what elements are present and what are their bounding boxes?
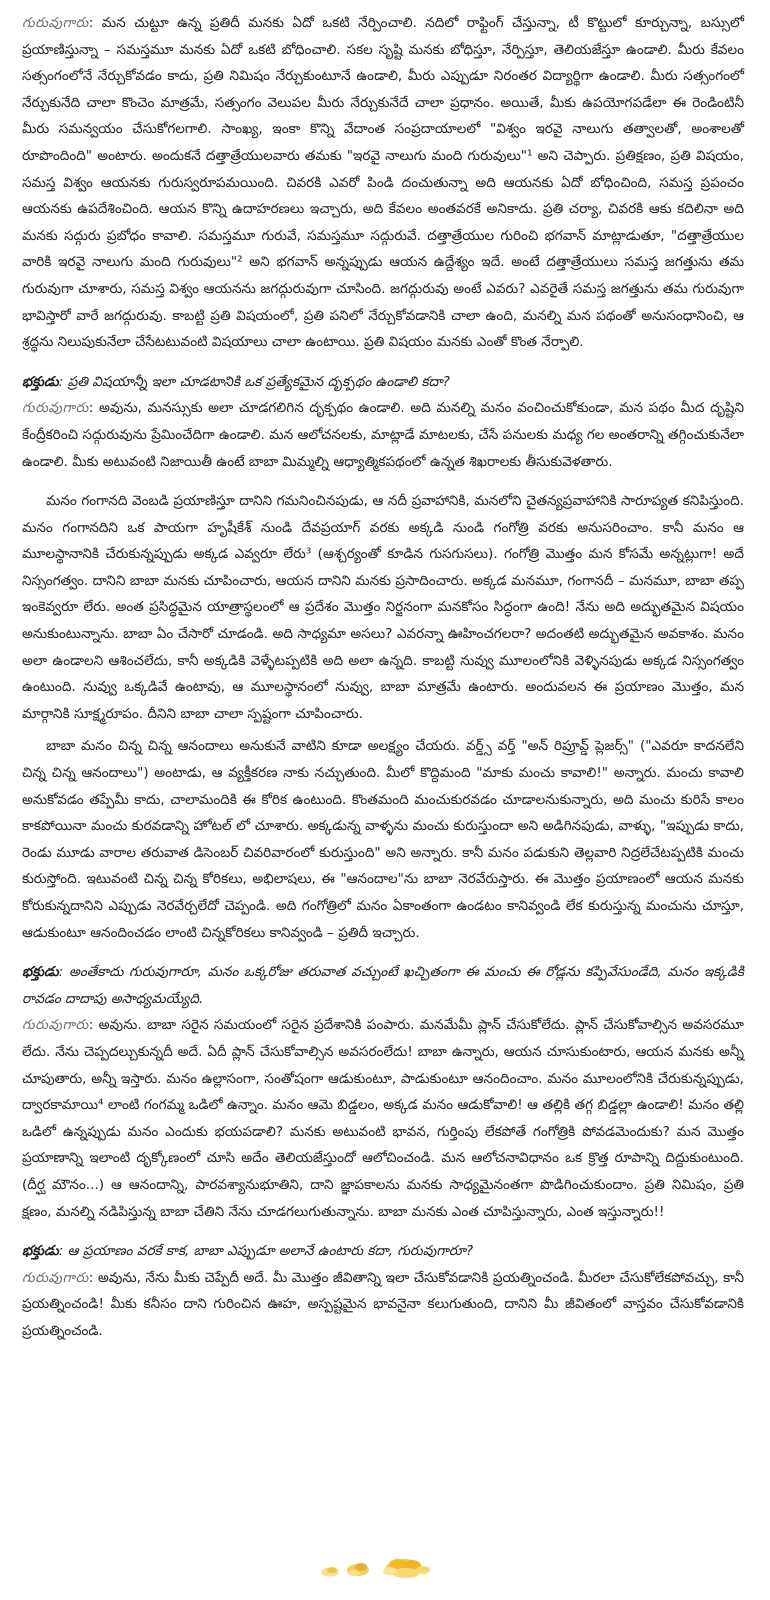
ornament-petal-center — [347, 1563, 369, 1576]
question-3: భక్తుడు: ఆ ప్రయాణం వరకే కాక, బాబా ఎప్పుడూ అలానే ఉంటారు కదా, గురువుగారూ? — [22, 1243, 474, 1260]
speaker-bhakta-label: భక్తుడు — [22, 1243, 59, 1260]
paragraph-ganga: మనం గంగానది వెంబడి ప్రయాణిస్తూ దానిని గమనించినపుడు, ఆ నదీ ప్రవాహానికి, మనలోని చైతన్యప్రవాహానికి సారూప్యత కనిపిస్తుంది. మనం గంగానదిని ఒక పాయగా హృషీకేశ్ నుండి దేవప్రయాగ్ వరకు అక్కడి నుండి గంగోత్రి వరకు అనుసరించాం. కానీ మనం ఆ మూలస్థానానికి చేరుకున్నప్పుడు అక్కడ ఎవ్వరూ లేరు³ (ఆశ్చర్యంతో కూడిన గుసగుసలు). గంగోత్రి మొత్తం మన కోసమే అన్నట్లుగా! అదే నిస్సంగత్వం. దానిని బాబా మనకు చూపించారు, ఆయన దానిని మనకు ప్రసాదించారు. అక్కడ మనమూ, గంగానదీ – మనమూ, బాబా తప్ప ఇంకెవ్వరూ లేరు. అంత ప్రసిద్ధమైన యాత్రాస్థలంలో ఆ ప్రదేశం మొత్తం నిర్జనంగా మనకోసం సిద్ధంగా ఉంది! నేను అది అద్భుతమైన విషయం అనుకుంటున్నాను. బాబా ఏం చేసారో చూడండి. అది సాధ్యమా అసలు? ఎవరన్నా ఊహించగలరా? అదంతటి అద్భుతమైన అవకాశం. మనం అలా ఉండాలని ఆశించలేదు, కానీ అక్కడికి వెళ్ళేటప్పటికి అది అలా ఉన్నది. కాబట్టి నువ్వు మూలంలోనికి వెళ్ళినపుడు అక్కడ నిస్సంగత్వం ఉంటుంది. నువ్వు ఒక్కడివే ఉంటావు, ఆ మూలస్థానంలో నువ్వు, బాబా మాత్రమే ఉంటారు. అందువలన ఈ ప్రయాణం మొత్తం, మన మార్గానికి సూక్ష్మరూపం. దీనిని బాబా చాలా స్పష్టంగా చూపించారు. — [22, 493, 744, 722]
flower-ornament-icon — [0, 1556, 770, 1580]
answer-1: గురువుగారు: అవును, మనస్సుకు అలా చూడగలిగిన దృక్పథం ఉండాలి. అది మనల్ని మనం వంచించుకోకుండా, మన పథం మీద దృష్టిని కేంద్రీకరించి సద్గురువును ప్రేమించేదిగా ఉండాలి. మన ఆలోచనలకు, మాట్లాడే మాటలకు, చేసే పనులకు మధ్య గల అంతరాన్ని తగ్గించుకునేలా ఉండాలి. మీకు అటువంటి నిజాయితీ ఉంటే బాబా మిమ్మల్ని ఆధ్యాత్మికపథంలో ఉన్నత శిఖరాలకు తీసుకువెళతారు. — [22, 400, 744, 470]
question-2: భక్తుడు: అంతేకాదు గురువుగారూ, మనం ఒక్కరోజు తరువాత వచ్చుంటే ఖచ్చితంగా ఈ మంచు ఈ రోడ్లను కప్పివేసుండేది, మనం ఇక్కడికి రావడం దాదాపు అసాధ్యమయ్యేది. — [22, 964, 744, 1007]
paragraph-text: మన చుట్టూ ఉన్న ప్రతిదీ మనకు ఏదో ఒకటి నేర్పించాలి. నదిలో రాఫ్టింగ్ చేస్తున్నా, టీ కొట్టులో కూర్చున్నా, బస్సులో ప్రయాణిస్తున్నా – సమస్తమూ మనకు ఏదో ఒకటి బోధించాలి. సకల సృష్టి మనకు బోధిస్తూ, నేర్పిస్తూ, తెలియజేస్తూ ఉండాలి. మీరు కేవలం సత్సంగంలోనే నేర్చుకోవడం కాదు, ప్రతి నిమిషం నేర్చుకుంటూనే ఉండాలి, మీరు ఎప్పుడూ నిరంతర విద్యార్థిగా ఉండాలి. మీరు సత్సంగంలో నేర్చుకునేది చాలా కొంచెం మాత్రమే, సత్సంగం వెలుపల మీరు నేర్చుకునేదే చాలా ప్రధానం. అయితే, మీకు ఉపయోగపడేలా ఈ రెండింటినీ మీరు సమన్వయం చేసుకోగలగాలి. సాంఖ్య, ఇంకా కొన్ని వేదాంత సంప్రదాయాలలో "విశ్వం ఇరవై నాలుగు తత్వాలతో, అంశాలతో రూపొందింది" అంటారు. అందుకనే దత్తాత్రేయులవారు తమకు "ఇరవై నాలుగు మంది గురువులు"¹ అని చెప్పారు. ప్రతిక్షణం, ప్రతి విషయం, సమస్త విశ్వం ఆయనకు గురుస్వరూపమయింది. చివరకి ఎవరో పిండి దంచుతున్నా అది ఆయనకు ఏదో బోధించింది, సమస్త ప్రపంచం ఆయనకు ఉపదేశించింది. ఆయన కొన్ని ఉదాహరణలు ఇచ్చారు, అది కేవలం అంతవరకే అనికాదు. ప్రతి చర్యా, చివరకి ఆకు కదిలినా అది మనకు సద్గురు ప్రబోధం కావాలి. సమస్తమూ గురువే, సమస్తమూ సద్గురువే. దత్తాత్రేయుల గురించి భగవాన్ మాట్లాడుతూ, "దత్తాత్రేయుల వారికి ఇరవై నాలుగు మంది గురువులు"² అని భగవాన్ అన్నప్పుడు ఆయన ఉద్దేశ్యం ఇదే. అంటే దత్తాత్రేయులు సమస్త జగత్తును తమ గురువుగా చూశారు, సమస్త విశ్వం ఆయనను జగద్గురువుగా చూసింది. జగద్గురువు అంటే ఎవరు? ఎవరైతే సమస్త జగత్తును తమ గురువుగా భావిస్తారో వారే జగద్గురువు. కాబట్టి ప్రతి విషయంలో, ప్రతి పనిలో నేర్చుకోవడానికి చాలా ఉంది, మనల్ని మన పథంతో అనుసంధానించి, ఆ శ్రద్ధను నిలుపుకునేలా చేసేటటువంటి విషయాలు చాలా ఉంటాయి. ప్రతి విషయం మనకు ఎంతో కొంత నేర్పాలి. — [22, 15, 744, 351]
ornament-flower-right — [383, 1559, 430, 1578]
question-1: భక్తుడు: ప్రతి విషయాన్నీ ఇలా చూడటానికి ఒక ప్రత్యేకమైన దృక్పథం ఉండాలి కదా? — [22, 373, 450, 390]
speaker-guru-label: గురువుగారు — [22, 1017, 89, 1034]
speaker-guru-label: గురువుగారు — [22, 1269, 89, 1286]
speaker-guru-label: గురువుగారు — [22, 15, 89, 31]
question-text: అంతేకాదు గురువుగారూ, మనం ఒక్కరోజు తరువాత వచ్చుంటే ఖచ్చితంగా ఈ మంచు ఈ రోడ్లను కప్పివేసుండేది, మనం ఇక్కడికి రావడం దాదాపు అసాధ్యమయ్యేది. — [22, 964, 744, 1007]
answer-3: గురువుగారు: అవును, నేను మీకు చెప్పేదీ అదే. మీ మొత్తం జీవితాన్ని ఇలా చేసుకోవడానికి ప్రయత్నించండి. మీరలా చేసుకోలేకపోవచ్చు, కానీ ప్రయత్నించండి! మీకు కనీసం దాని గురించిన ఊహ, అస్పష్టమైన భావనైనా కలుగుతుంది, దానిని మీ జీవితంలో వాస్తవం చేసుకోవడానికి ప్రయత్నించండి. — [22, 1269, 744, 1339]
paragraph-pleasures: బాబా మనం చిన్న చిన్న ఆనందాలు అనుకునే వాటిని కూడా అలక్ష్యం చేయరు. వర్డ్స్ వర్త్ "అన్ రిప్రూవ్డ్ ప్లెజర్స్" ("ఎవరూ కాదనలేని చిన్న చిన్న ఆనందాలు") అంటాడు, ఆ వ్యక్తీకరణ నాకు నచ్చుతుంది. మీలో కొద్దిమంది "మాకు మంచు కావాలి!" అన్నారు. మంచు కావాలి అనుకోవడం తప్పేమీ కాదు, చాలామందికి ఈ కోరిక ఉంటుంది. కొంతమంది మంచుకురవడం చూడాలనుకున్నారు, అది మంచు కురిసే కాలం కాకపోయినా మంచు కురవడాన్ని హోటల్ లో చూశారు. అక్కడున్న వాళ్ళను మంచు కురుస్తుందా అని అడిగినపుడు, వాళ్ళు, "ఇప్పుడు కాదు, రెండు మూడు వారాల తరువాత డిసెంబర్ చివరివారంలో కురుస్తుంది" అని అన్నారు. కానీ మనం పడుకుని తెల్లవారి నిద్రలేచేటప్పటికి మంచు కురుస్తోంది. ఇటువంటి చిన్న చిన్న కోరికలు, అభిలాషలు, ఈ "ఆనందాల"ను బాబా నెరవేరుస్తారు. ఈ మొత్తం ప్రయాణంలో ఆయన మనకు కోరుకున్నదానిని ఎప్పుడు నెరవేర్చలేదో చెప్పండి. అది గంగోత్రిలో మనం ఏకాంతంగా ఉండటం కానివ్వండి లేక కురుస్తున్న మంచును చూస్తూ, ఆడుకుంటూ ఆనందించడం లాంటి చిన్నకోరికలు కానివ్వండి – ప్రతిదీ ఇచ్చారు. — [22, 738, 744, 941]
flower-ornament-svg — [320, 1556, 450, 1580]
question-text: ప్రతి విషయాన్నీ ఇలా చూడటానికి ఒక ప్రత్యేకమైన దృక్పథం ఉండాలి కదా? — [67, 373, 450, 390]
paragraph-intro: గురువుగారు: మన చుట్టూ ఉన్న ప్రతిదీ మనకు ఏదో ఒకటి నేర్పించాలి. నదిలో రాఫ్టింగ్ చేస్తున్నా, టీ కొట్టులో కూర్చున్నా, బస్సులో ప్రయాణిస్తున్నా – సమస్తమూ మనకు ఏదో ఒకటి బోధించాలి. సకల సృష్టి మనకు బోధిస్తూ, నేర్పిస్తూ, తెలియజేస్తూ ఉండాలి. మీరు కేవలం సత్సంగంలోనే నేర్చుకోవడం కాదు, ప్రతి నిమిషం నేర్చుకుంటూనే ఉండాలి, మీరు ఎప్పుడూ నిరంతర విద్యార్థిగా ఉండాలి. మీరు సత్సంగంలో నేర్చుకునేది చాలా కొంచెం మాత్రమే, సత్సంగం వెలుపల మీరు నేర్చుకునేదే చాలా ప్రధానం. అయితే, మీకు ఉపయోగపడేలా ఈ రెండింటినీ మీరు సమన్వయం చేసుకోగలగాలి. సాంఖ్య, ఇంకా కొన్ని వేదాంత సంప్రదాయాలలో "విశ్వం ఇరవై నాలుగు తత్వాలతో, అంశాలతో రూపొందింది" అంటారు. అందుకనే దత్తాత్రేయులవారు తమకు "ఇరవై నాలుగు మంది గురువులు"¹ అని చెప్పారు. ప్రతిక్షణం, ప్రతి విషయం, సమస్త విశ్వం ఆయనకు గురుస్వరూపమయింది. చివరకి ఎవరో పిండి దంచుతున్నా అది ఆయనకు ఏదో బోధించింది, సమస్త ప్రపంచం ఆయనకు ఉపదేశించింది. ఆయన కొన్ని ఉదాహరణలు ఇచ్చారు, అది కేవలం అంతవరకే అనికాదు. ప్రతి చర్యా, చివరకి ఆకు కదిలినా అది మనకు సద్గురు ప్రబోధం కావాలి. సమస్తమూ గురువే, సమస్తమూ సద్గురువే. దత్తాత్రేయుల గురించి భగవాన్ మాట్లాడుతూ, "దత్తాత్రేయుల వారికి ఇరవై నాలుగు మంది గురువులు"² అని భగవాన్ అన్నప్పుడు ఆయన ఉద్దేశ్యం ఇదే. అంటే దత్తాత్రేయులు సమస్త జగత్తును తమ గురువుగా చూశారు, సమస్త విశ్వం ఆయనను జగద్గురువుగా చూసింది. జగద్గురువు అంటే ఎవరు? ఎవరైతే సమస్త జగత్తును తమ గురువుగా భావిస్తారో వారే జగద్గురువు. కాబట్టి ప్రతి విషయంలో, ప్రతి పనిలో నేర్చుకోవడానికి చాలా ఉంది, మనల్ని మన పథంతో అనుసంధానించి, ఆ శ్రద్ధను నిలుపుకునేలా చేసేటటువంటి విషయాలు చాలా ఉంటాయి. ప్రతి విషయం మనకు ఎంతో కొంత నేర్పాలి. — [22, 15, 744, 351]
answer-text: అవును, మనస్సుకు అలా చూడగలిగిన దృక్పథం ఉండాలి. అది మనల్ని మనం వంచించుకోకుండా, మన పథం మీద దృష్టిని కేంద్రీకరించి సద్గురువును ప్రేమించేదిగా ఉండాలి. మన ఆలోచనలకు, మాట్లాడే మాటలకు, చేసే పనులకు మధ్య గల అంతరాన్ని తగ్గించుకునేలా ఉండాలి. మీకు అటువంటి నిజాయితీ ఉంటే బాబా మిమ్మల్ని ఆధ్యాత్మికపథంలో ఉన్నత శిఖరాలకు తీసుకువెళతారు. — [22, 400, 744, 470]
ornament-petal-left — [321, 1567, 339, 1577]
answer-text: అవును. బాబా సరైన సమయంలో సరైన ప్రదేశానికి పంపారు. మనమేమీ ప్లాన్ చేసుకోలేదు. ప్లాన్ చేసుకోవాల్సిన అవసరమూ లేదు. నేను చెప్పదల్చుకున్నదీ అదే. ఏదీ ప్లాన్ చేసుకోవాల్సిన అవసరంలేదు! బాబా ఉన్నారు, ఆయన చూసుకుంటారు, ఆయన మనకు అన్నీ చూపుతారు, అన్నీ ఇస్తారు. మనం ఉల్లాసంగా, సంతోషంగా ఆడుకుంటూ, పాడుకుంటూ ఆనందించాం. మనం మూలంలోనికి చేరుకున్నప్పుడు, ద్వారకామాయి⁴ లాంటి గంగమ్మ ఒడిలో ఉన్నాం. మనం ఆమె బిడ్డలం, అక్కడ మనం ఆడుకోవాలి! ఆ తల్లికి తగ్గ బిడ్డల్లా ఉండాలి! మనం తల్లి ఒడిలో ఉన్నప్పుడు మనం ఎందుకు భయపడాలి? మనకు అటువంటి భావన, గుర్తింపు లేకపోతే గంగోత్రికి పోవడమెందుకు? మన మొత్తం ప్రయాణాన్ని ఇలాంటి దృక్కోణంలో చూసి అదేం తెలియజేస్తుందో ఆలోచించండి. మన ఆలోచనావిధానం ఒక క్రొత్త రూపాన్ని దిద్దుకుంటుంది. (దీర్ఘ మౌనం...) ఆ ఆనందాన్ని, పారవశ్యానుభూతిని, దాని జ్ఞాపకాలను మనకు సాధ్యమైనంతగా పొడిగించుకుందాం. ప్రతి నిమిషం, ప్రతి క్షణం, మనల్ని నడిపిస్తున్న బాబా చేతిని నేను చూడగలుగుతున్నాను. బాబా మనకు ఎంత చూపిస్తున్నారు, ఎంత ఇస్తున్నారు!! — [22, 1017, 744, 1220]
speaker-guru-label: గురువుగారు — [22, 400, 89, 417]
answer-2: గురువుగారు: అవును. బాబా సరైన సమయంలో సరైన ప్రదేశానికి పంపారు. మనమేమీ ప్లాన్ చేసుకోలేదు. ప్లాన్ చేసుకోవాల్సిన అవసరమూ లేదు. నేను చెప్పదల్చుకున్నదీ అదే. ఏదీ ప్లాన్ చేసుకోవాల్సిన అవసరంలేదు! బాబా ఉన్నారు, ఆయన చూసుకుంటారు, ఆయన మనకు అన్నీ చూపుతారు, అన్నీ ఇస్తారు. మనం ఉల్లాసంగా, సంతోషంగా ఆడుకుంటూ, పాడుకుంటూ ఆనందించాం. మనం మూలంలోనికి చేరుకున్నప్పుడు, ద్వారకామాయి⁴ లాంటి గంగమ్మ ఒడిలో ఉన్నాం. మనం ఆమె బిడ్డలం, అక్కడ మనం ఆడుకోవాలి! ఆ తల్లికి తగ్గ బిడ్డల్లా ఉండాలి! మనం తల్లి ఒడిలో ఉన్నప్పుడు మనం ఎందుకు భయపడాలి? మనకు అటువంటి భావన, గుర్తింపు లేకపోతే గంగోత్రికి పోవడమెందుకు? మన మొత్తం ప్రయాణాన్ని ఇలాంటి దృక్కోణంలో చూసి అదేం తెలియజేస్తుందో ఆలోచించండి. మన ఆలోచనావిధానం ఒక క్రొత్త రూపాన్ని దిద్దుకుంటుంది. (దీర్ఘ మౌనం...) ఆ ఆనందాన్ని, పారవశ్యానుభూతిని, దాని జ్ఞాపకాలను మనకు సాధ్యమైనంతగా పొడిగించుకుందాం. ప్రతి నిమిషం, ప్రతి క్షణం, మనల్ని నడిపిస్తున్న బాబా చేతిని నేను చూడగలుగుతున్నాను. బాబా మనకు ఎంత చూపిస్తున్నారు, ఎంత ఇస్తున్నారు!! — [22, 1017, 744, 1220]
question-text: ఆ ప్రయాణం వరకే కాక, బాబా ఎప్పుడూ అలానే ఉంటారు కదా, గురువుగారూ? — [67, 1243, 474, 1260]
answer-text: అవును, నేను మీకు చెప్పేదీ అదే. మీ మొత్తం జీవితాన్ని ఇలా చేసుకోవడానికి ప్రయత్నించండి. మీరలా చేసుకోలేకపోవచ్చు, కానీ ప్రయత్నించండి! మీకు కనీసం దాని గురించిన ఊహ, అస్పష్టమైన భావనైనా కలుగుతుంది, దానిని మీ జీవితంలో వాస్తవం చేసుకోవడానికి ప్రయత్నించండి. — [22, 1269, 744, 1339]
speaker-bhakta-label: భక్తుడు — [22, 373, 59, 390]
speaker-bhakta-label: భక్తుడు — [22, 964, 59, 981]
